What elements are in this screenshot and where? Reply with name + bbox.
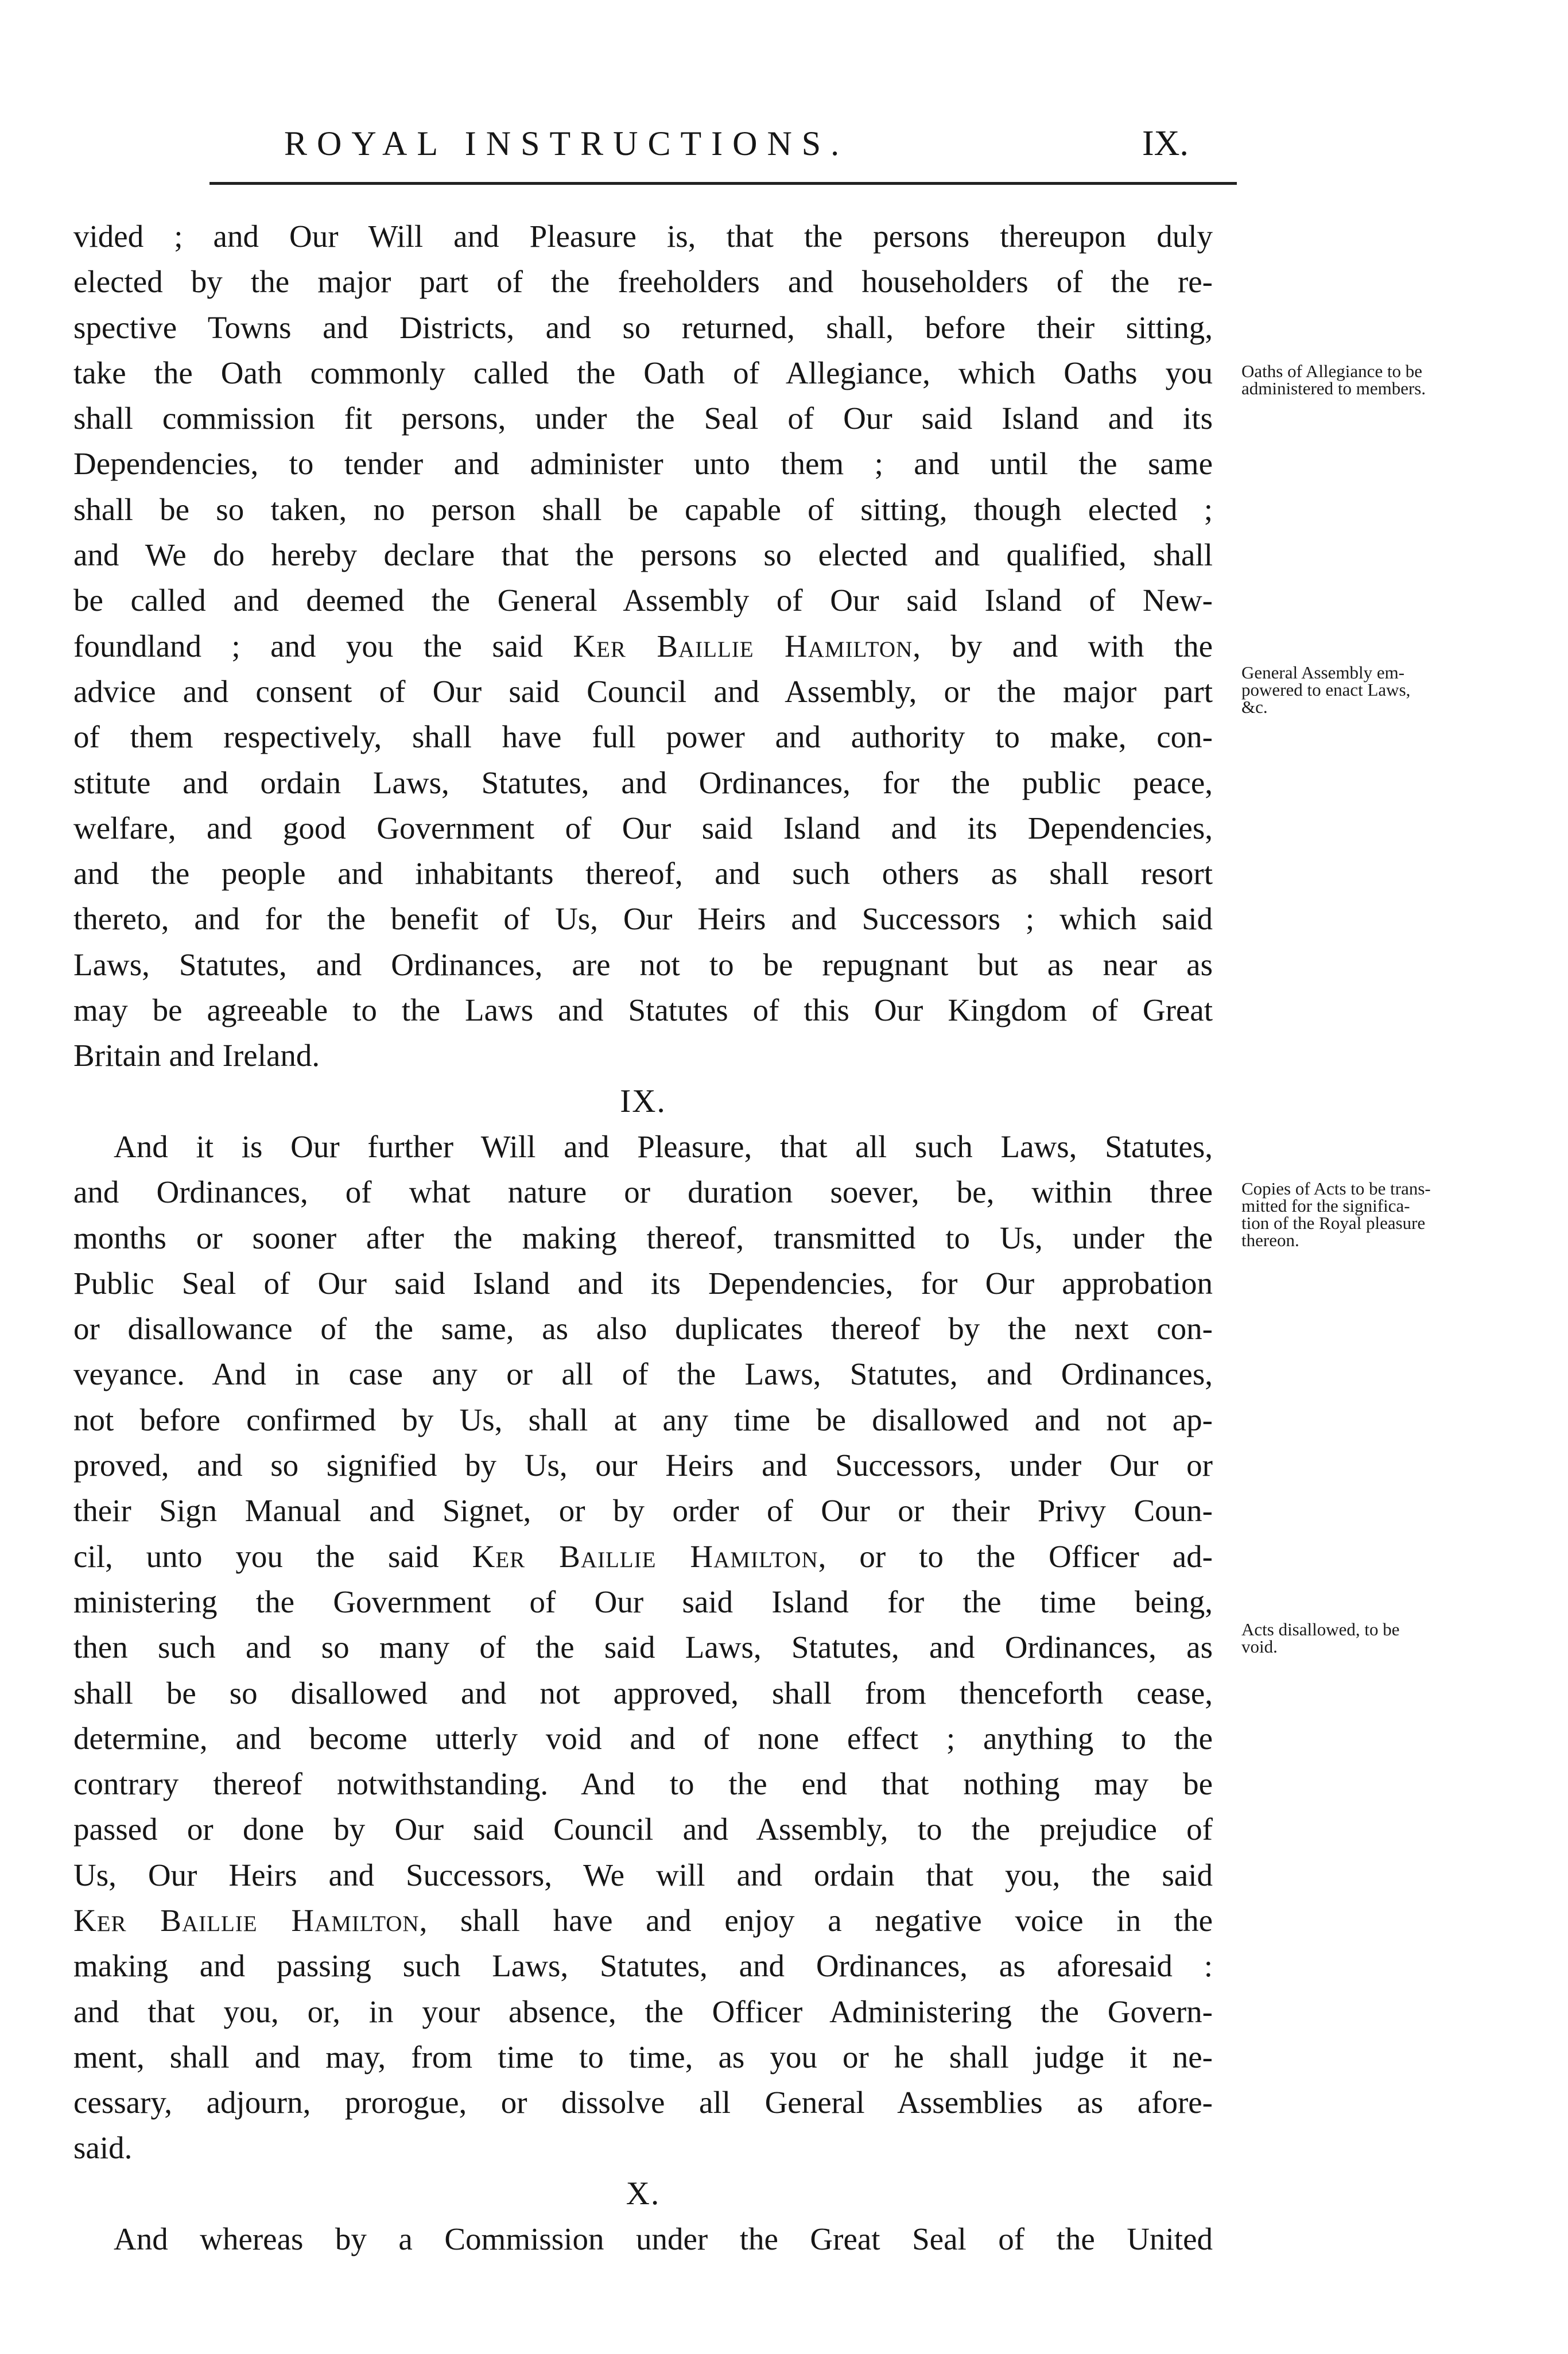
- text-line: determine, and become utterly void and of none effect ; anything to the: [73, 1720, 1213, 1756]
- governor-name: Ker Baillie Hamilton: [573, 628, 913, 664]
- text-line: Laws, Statutes, and Ordinances, are not to be repugnant but as near as: [73, 947, 1213, 982]
- margin-note-line: tion of the Royal pleasure: [1241, 1213, 1426, 1233]
- text-line: take the Oath commonly called the Oath of Allegiance, which Oaths you: [73, 355, 1213, 390]
- margin-note-copies-of-acts: [1241, 1180, 1517, 1249]
- margin-note-line: &c.: [1241, 697, 1268, 717]
- margin-note-oaths: [1241, 363, 1517, 397]
- text-line: ment, shall and may, from time to time, as you or he shall judge it ne-: [73, 2039, 1213, 2074]
- text-line: and Ordinances, of what nature or duration soever, be, within three: [73, 1174, 1213, 1210]
- running-head: [75, 118, 1222, 169]
- text-line: welfare, and good Government of Our said Island and its Dependencies,: [73, 810, 1213, 846]
- governor-name: Ker Baillie Hamilton: [73, 1902, 420, 1938]
- text-line: making and passing such Laws, Statutes, and Ordinances, as aforesaid :: [73, 1948, 1213, 1984]
- text-fragment: foundland ; and you the said: [73, 628, 573, 664]
- text-line: cessary, adjourn, prorogue, or dissolve all General Assemblies as afore-: [73, 2085, 1213, 2120]
- text-line: and the people and inhabitants thereof, and such others as shall resort: [73, 856, 1213, 891]
- text-line: months or sooner after the making thereof, transmitted to Us, under the: [73, 1220, 1213, 1255]
- margin-note-line: powered to enact Laws,: [1241, 680, 1411, 700]
- text-line: shall commission fit persons, under the Seal of Our said Island and its: [73, 401, 1213, 436]
- text-line: shall be so disallowed and not approved, shall from thenceforth cease,: [73, 1675, 1213, 1711]
- margin-note-line: administered to members.: [1241, 378, 1426, 398]
- text-fragment: , shall have and enjoy a negative voice in the: [419, 1902, 1213, 1938]
- text-line: shall be so taken, no person shall be capable of sitting, though elected ;: [73, 491, 1213, 527]
- text-line: be called and deemed the General Assembly of Our said Island of New-: [73, 583, 1213, 618]
- text-fragment: cil, unto you the said: [73, 1538, 472, 1574]
- running-head-section-number: IX.: [1142, 124, 1189, 163]
- header-rule: [209, 182, 1237, 185]
- running-head-title: ROYAL INSTRUCTIONS.: [284, 125, 849, 162]
- margin-note-line: mitted for the significa-: [1241, 1196, 1410, 1216]
- text-line: spective Towns and Districts, and so returned, shall, before their sitting,: [73, 309, 1213, 345]
- text-line: Britain and Ireland.: [73, 1038, 320, 1073]
- text-line: elected by the major part of the freeholders and householders of the re-: [73, 264, 1213, 300]
- text-line: And whereas by a Commission under the Great Seal of the United: [114, 2221, 1213, 2257]
- section-heading-ix: IX.: [620, 1083, 666, 1119]
- text-line: stitute and ordain Laws, Statutes, and Ordinances, for the public peace,: [73, 765, 1213, 800]
- margin-note-acts-disallowed: [1241, 1621, 1517, 1655]
- text-line: not before confirmed by Us, shall at any time be disallowed and not ap-: [73, 1402, 1213, 1437]
- text-line: advice and consent of Our said Council and Assembly, or the major part: [73, 673, 1213, 709]
- text-line: vided ; and Our Will and Pleasure is, that the persons thereupon duly: [73, 219, 1213, 254]
- text-line: Public Seal of Our said Island and its Dependencies, for Our approbation: [73, 1265, 1213, 1301]
- text-line: [73, 1898, 1213, 1943]
- text-line: ministering the Government of Our said Island for the time being,: [73, 1584, 1213, 1619]
- body-text: [73, 214, 1213, 2262]
- margin-note-line: thereon.: [1241, 1230, 1299, 1250]
- text-fragment: , by and with the: [913, 628, 1213, 664]
- margin-note-line: General Assembly em-: [1241, 662, 1405, 682]
- margin-note-line: Acts disallowed, to be: [1241, 1619, 1400, 1639]
- text-line: or disallowance of the same, as also duplicates thereof by the next con-: [73, 1311, 1213, 1347]
- text-line: [73, 623, 1213, 669]
- governor-name: Ker Baillie Hamilton: [472, 1538, 818, 1574]
- text-line: [73, 1534, 1213, 1579]
- text-line: Dependencies, to tender and administer unto them ; and until the same: [73, 446, 1213, 482]
- text-line: their Sign Manual and Signet, or by order of Our or their Privy Coun-: [73, 1493, 1213, 1529]
- text-line: And it is Our further Will and Pleasure, that all such Laws, Statutes,: [114, 1128, 1213, 1164]
- text-line: of them respectively, shall have full power and authority to make, con-: [73, 719, 1213, 755]
- text-line: said.: [73, 2130, 133, 2166]
- margin-note-general-assembly: [1241, 664, 1517, 716]
- text-line: and We do hereby declare that the persons so elected and qualified, shall: [73, 537, 1213, 573]
- text-line: veyance. And in case any or all of the Laws, Statutes, and Ordinances,: [73, 1356, 1213, 1392]
- text-line: may be agreeable to the Laws and Statutes of this Our Kingdom of Great: [73, 992, 1213, 1028]
- text-line: and that you, or, in your absence, the Officer Administering the Govern-: [73, 1994, 1213, 2029]
- margin-note-line: Oaths of Allegiance to be: [1241, 361, 1423, 381]
- margin-note-line: Copies of Acts to be trans-: [1241, 1178, 1431, 1199]
- text-line: proved, and so signified by Us, our Heirs and Successors, under Our or: [73, 1448, 1213, 1483]
- text-line: thereto, and for the benefit of Us, Our Heirs and Successors ; which said: [73, 901, 1213, 937]
- text-line: passed or done by Our said Council and Assembly, to the prejudice of: [73, 1812, 1213, 1847]
- text-line: contrary thereof notwithstanding. And to the end that nothing may be: [73, 1766, 1213, 1802]
- text-fragment: , or to the Officer ad-: [818, 1538, 1213, 1574]
- text-line: Us, Our Heirs and Successors, We will and ordain that you, the said: [73, 1857, 1213, 1892]
- section-heading-x: X.: [626, 2175, 661, 2212]
- text-line: then such and so many of the said Laws, Statutes, and Ordinances, as: [73, 1630, 1213, 1665]
- margin-note-line: void.: [1241, 1636, 1278, 1657]
